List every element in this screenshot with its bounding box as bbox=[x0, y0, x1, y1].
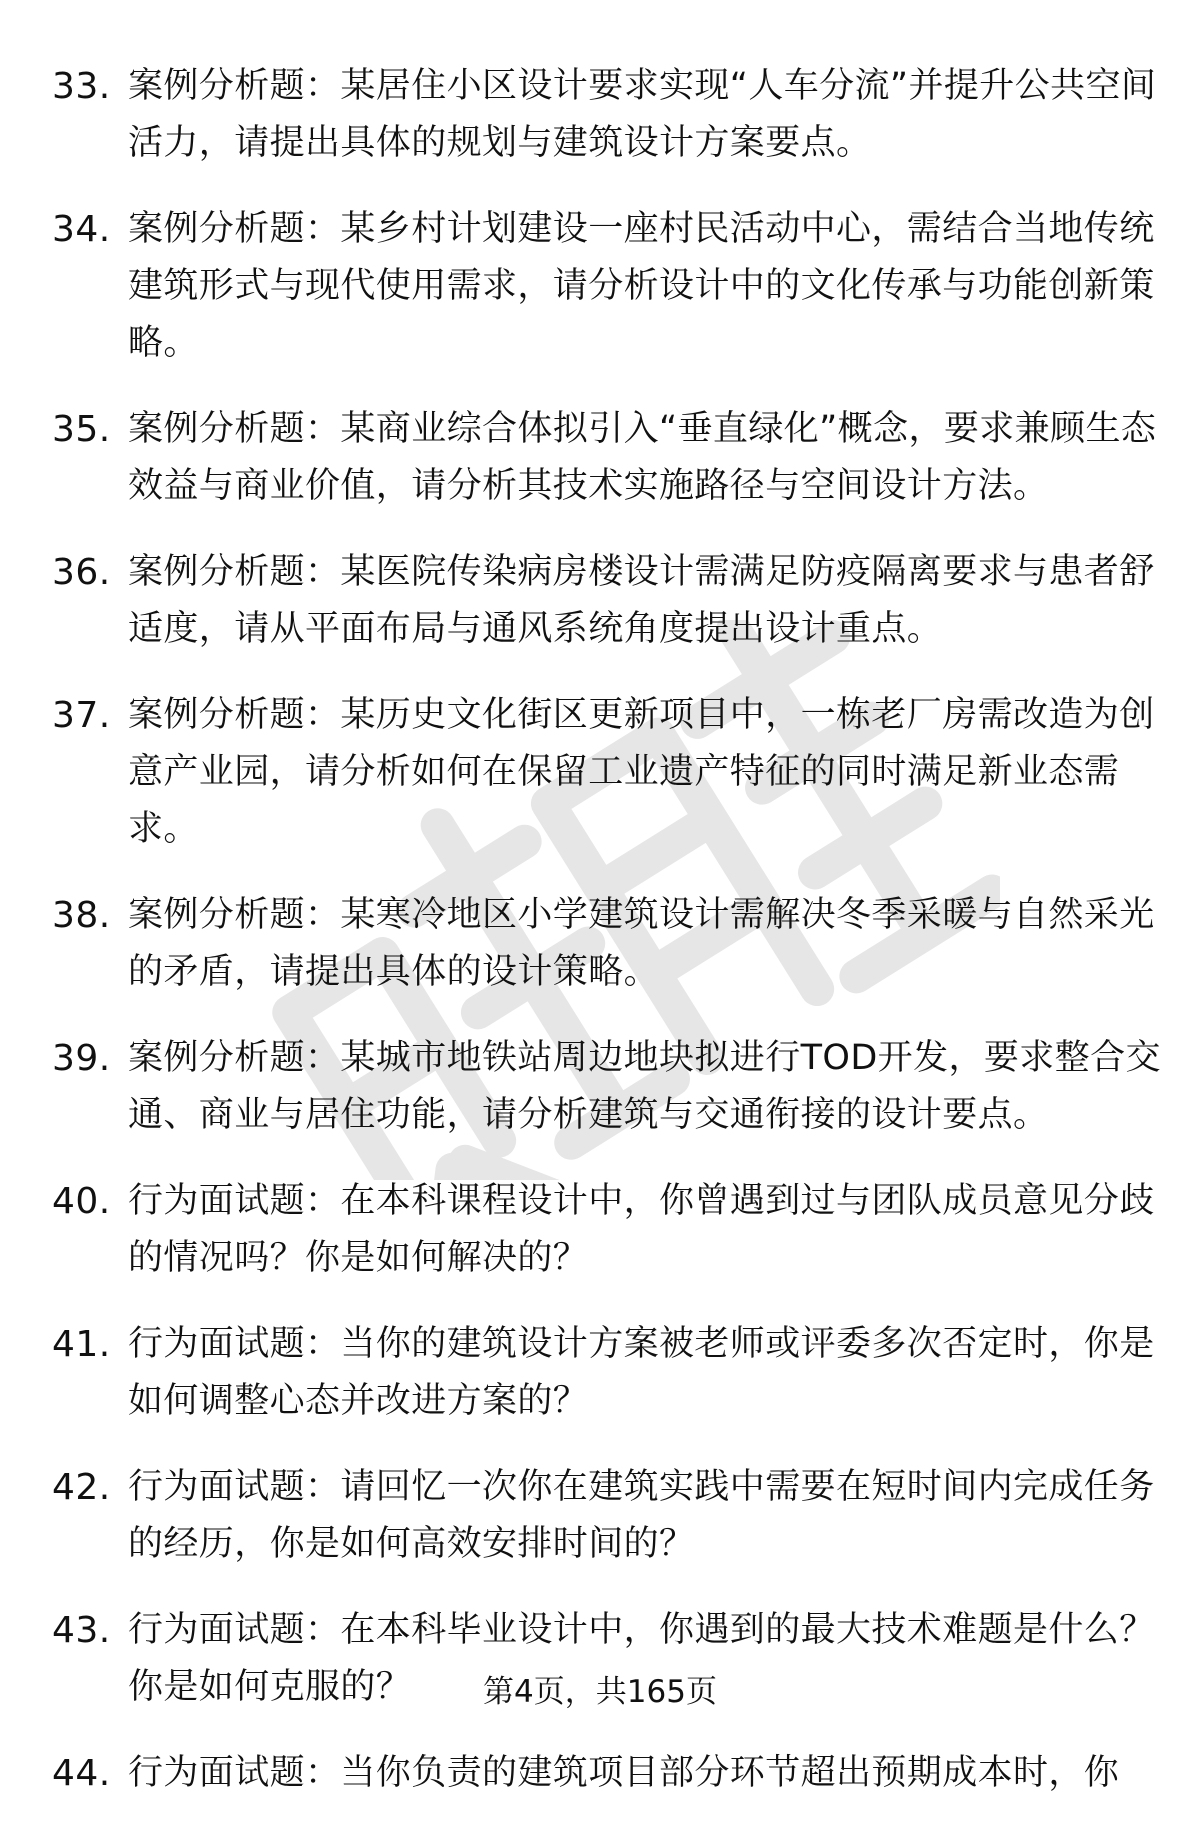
question-item-33 bbox=[52, 58, 1162, 172]
question-text: 案例分析题：某城市地铁站周边地块拟进行TOD开发，要求整合交通、商业与居住功能，请分析建筑与交通衔接的设计要点。 bbox=[128, 1038, 1161, 1135]
question-item-34 bbox=[52, 201, 1162, 372]
question-text: 行为面试题：在本科毕业设计中，你遇到的最大技术难题是什么？你是如何克服的？ bbox=[128, 1610, 1155, 1707]
question-text: 案例分析题：某居住小区设计要求实现“人车分流”并提升公共空间活力，请提出具体的规划与建筑设计方案要点。 bbox=[128, 66, 1157, 163]
question-number: 34. bbox=[52, 209, 111, 250]
question-text: 案例分析题：某医院传染病房楼设计需满足防疫隔离要求与患者舒适度，请从平面布局与通风系统角度提出设计重点。 bbox=[128, 552, 1155, 649]
question-number: 42. bbox=[52, 1467, 111, 1508]
question-item-44 bbox=[52, 1745, 1162, 1802]
question-text: 案例分析题：某历史文化街区更新项目中，一栋老厂房需改造为创意产业园，请分析如何在保留工业遗产特征的同时满足新业态需求。 bbox=[128, 695, 1155, 849]
question-number: 33. bbox=[52, 66, 111, 107]
question-number: 36. bbox=[52, 552, 111, 593]
question-number: 35. bbox=[52, 409, 111, 450]
question-text: 行为面试题：当你负责的建筑项目部分环节超出预期成本时，你 bbox=[128, 1753, 1120, 1793]
question-number: 44. bbox=[52, 1753, 111, 1794]
question-item-37 bbox=[52, 687, 1162, 858]
question-number: 39. bbox=[52, 1038, 111, 1079]
question-text: 行为面试题：在本科课程设计中，你曾遇到过与团队成员意见分歧的情况吗？你是如何解决的？ bbox=[128, 1181, 1155, 1278]
question-list bbox=[52, 58, 1162, 1831]
question-number: 40. bbox=[52, 1181, 111, 1222]
question-item-42 bbox=[52, 1459, 1162, 1573]
question-number: 41. bbox=[52, 1324, 111, 1365]
question-item-39 bbox=[52, 1030, 1162, 1144]
question-text: 行为面试题：请回忆一次你在建筑实践中需要在短时间内完成任务的经历，你是如何高效安排时间的？ bbox=[128, 1467, 1155, 1564]
question-text: 行为面试题：当你的建筑设计方案被老师或评委多次否定时，你是如何调整心态并改进方案的？ bbox=[128, 1324, 1155, 1421]
question-item-41 bbox=[52, 1316, 1162, 1430]
question-text: 案例分析题：某乡村计划建设一座村民活动中心，需结合当地传统建筑形式与现代使用需求，请分析设计中的文化传承与功能创新策略。 bbox=[128, 209, 1155, 363]
question-text: 案例分析题：某商业综合体拟引入“垂直绿化”概念，要求兼顾生态效益与商业价值，请分析其技术实施路径与空间设计方法。 bbox=[128, 409, 1157, 506]
question-item-35 bbox=[52, 401, 1162, 515]
question-item-36 bbox=[52, 544, 1162, 658]
question-item-38 bbox=[52, 887, 1162, 1001]
page-footer: 第4页，共165页 bbox=[483, 1674, 717, 1710]
question-number: 38. bbox=[52, 895, 111, 936]
question-number: 43. bbox=[52, 1610, 111, 1651]
question-text: 案例分析题：某寒冷地区小学建筑设计需解决冬季采暖与自然采光的矛盾，请提出具体的设计策略。 bbox=[128, 895, 1155, 992]
question-number: 37. bbox=[52, 695, 111, 736]
question-item-40 bbox=[52, 1173, 1162, 1287]
